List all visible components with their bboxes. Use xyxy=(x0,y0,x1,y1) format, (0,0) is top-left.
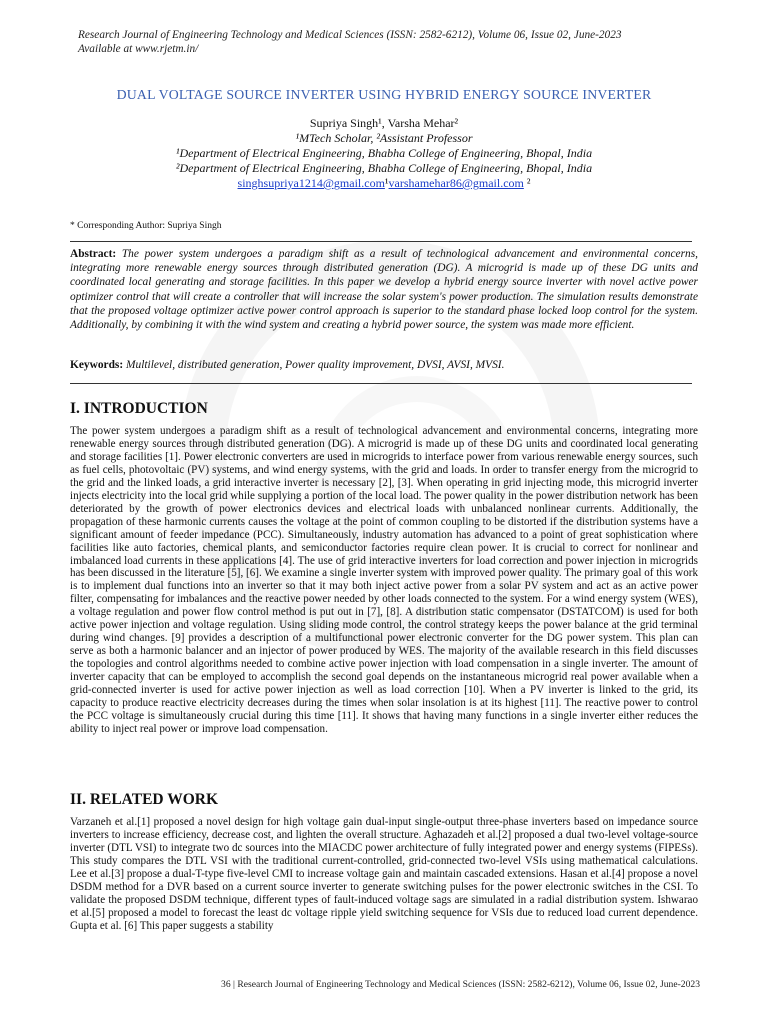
introduction-paragraph: The power system undergoes a paradigm shift as a result of technological advancement and environmental concerns, integrating more renewable energy sources through distributed generation (DG). A microgrid is made up of these DG units and coordinated local generating and storage facilities [1]. Power electronic converters are used in microgrids to interface power from various renewable energy sources, such as fuel cells, photovoltaic (PV) systems, and wind energy systems, with the grid and loads. In order to transfer energy from the microgrid to the grid and the linked loads, a grid interactive inverter is necessary [2], [3]. When operating in grid injecting mode, this microgrid inverter injects electricity into the local grid while supplying a portion of the local load. The power quality in the power distribution network has been deteriorated by the growth of power electronics devices and electrical loads with unbalanced nonlinear currents. Additionally, the propagation of these harmonic currents causes the voltage at the point of common coupling to be distorted if the distribution systems have a significant amount of feeder impedance (PCC). Simultaneously, industry automation has advanced to a point of great sophistication where facilities like auto factories, chemical plants, and semiconductor factories require clean power. It is crucial to correct for nonlinear and imbalanced load currents in these applications [4]. The use of grid interactive inverters for load correction and power injection in microgrids has been discussed in the literature [5], [6]. We examine a single inverter system with improved power quality. The primary goal of this work is to implement dual functions into an inverter so that it may both inject active power from a solar PV system and act as an active power filter, compensating for imbalances and the reactive power needed by other loads connected to the system. For a wind energy system (WES), a voltage regulation and power flow control method is put out in [7], [8]. A distribution static compensator (DSTATCOM) is used for both active power injection and voltage regulation. Using sliding mode control, the control strategy keeps the power balance at the grid terminal during wind changes. [9] provides a description of a multifunctional power electronic converter for the DG power system. This plan can serve as both a harmonic balancer and an injector of power produced by WES. The majority of the available research in this field discusses the topologies and control algorithms needed to combine active power injection with load compensation in a single inverter. The amount of inverter capacity that can be employed to accomplish the second goal depends on the instantaneous microgrid real power available when a grid-connected inverter is used for active power injection as well as load correction [10]. When a PV inverter is linked to the grid, its capacity to produce reactive electricity decreases during the times when solar insolation is at its highest [11]. The reactive power to control the PCC voltage is simultaneously crucial during this time [11]. It shows that having many functions in a single inverter either reduces the ability to inject real power or improve load compensation. xyxy=(70,425,698,735)
page-footer: 36 | Research Journal of Engineering Technology and Medical Sciences (ISSN: 2582-6212), Volume 06, Issue 02, June-2023 xyxy=(221,979,700,990)
abstract xyxy=(70,247,698,332)
author-emails xyxy=(40,176,728,191)
paper-title: DUAL VOLTAGE SOURCE INVERTER USING HYBRID ENERGY SOURCE INVERTER xyxy=(116,87,652,102)
keywords xyxy=(70,359,698,371)
section-heading-introduction: I. INTRODUCTION xyxy=(70,400,208,417)
corresponding-author-note: * Corresponding Author: Supriya Singh xyxy=(70,221,222,231)
email-link-2[interactable]: varshamehar86@gmail.com xyxy=(388,176,524,190)
divider-top xyxy=(70,241,692,242)
section-heading-related-work: II. RELATED WORK xyxy=(70,791,218,808)
running-header xyxy=(78,28,698,56)
journal-url-line: Available at www.rjetm.in/ xyxy=(78,43,199,55)
email-link-1[interactable]: singhsupriya1214@gmail.com xyxy=(237,176,385,190)
affiliation-2: ²Department of Electrical Engineering, Bhabha College of Engineering, Bhopal, India xyxy=(175,161,593,175)
affiliation-1: ¹Department of Electrical Engineering, Bhabha College of Engineering, Bhopal, India xyxy=(175,146,593,160)
email-1-superscript: ¹ xyxy=(384,176,389,190)
keywords-label: Keywords: xyxy=(70,359,124,371)
keywords-text: Multilevel, distributed generation, Power quality improvement, DVSI, AVSI, MVSI. xyxy=(126,359,505,371)
author-roles: ¹MTech Scholar, ²Assistant Professor xyxy=(295,131,473,145)
related-work-paragraph: Varzaneh et al.[1] proposed a novel design for high voltage gain dual-input single-output three-phase inverters based on impedance source inverters to increase efficiency, decrease cost, and lighten the overall structure. Aghazadeh et al.[2] proposed a dual two-level voltage-source inverter (DTL VSI) to integrate two dc sources into the MIACDC power architecture of fully integrated power and energy systems (FIPESs). This study compares the DTL VSI with the traditional current-controlled, grid-connected two-level VSIs using mathematical calculations. Lee et al.[3] propose a dual-T-type five-level CMI to increase voltage gain and maintain cascaded extensions. Hasan et al.[4] propose a novel DSDM method for a DVR based on a current source inverter to generate switching pulses for the power electronic switches in the CSI. To validate the proposed DSDM technique, different types of fault-induced voltage sags are simulated in a radial distribution system. Ishwarao et al.[5] proposed a model to forecast the least dc voltage ripple yield switching sequence for VSIs due to reduced load current dependence. Gupta et al. [6] This paper suggests a stability xyxy=(70,816,698,932)
abstract-label: Abstract: xyxy=(70,248,117,260)
abstract-text: The power system undergoes a paradigm shift as a result of technological advancement and environmental concerns, integrating more renewable energy sources through distributed generation (DG). A microgrid is made up of these DG units and coordinated local generating and storage facilities. In this paper we develop a hybrid energy source inverter with novel active power optimizer control that will create a controller that will increase the solar system's power production. The simulation results demonstrate that the proposed voltage optimizer active power control approach is superior to the standard phase locked loop control for the system. Additionally, by combining it with the wind system and creating a hybrid power source, the system was made more efficient. xyxy=(70,248,698,332)
email-2-superscript: ² xyxy=(523,176,531,190)
journal-citation-line: Research Journal of Engineering Technology and Medical Sciences (ISSN: 2582-6212), Volume 06, Issue 02, June-2023 xyxy=(78,29,622,41)
author-block xyxy=(40,116,728,191)
author-names: Supriya Singh¹, Varsha Mehar² xyxy=(309,116,459,130)
divider-bottom xyxy=(70,383,692,384)
